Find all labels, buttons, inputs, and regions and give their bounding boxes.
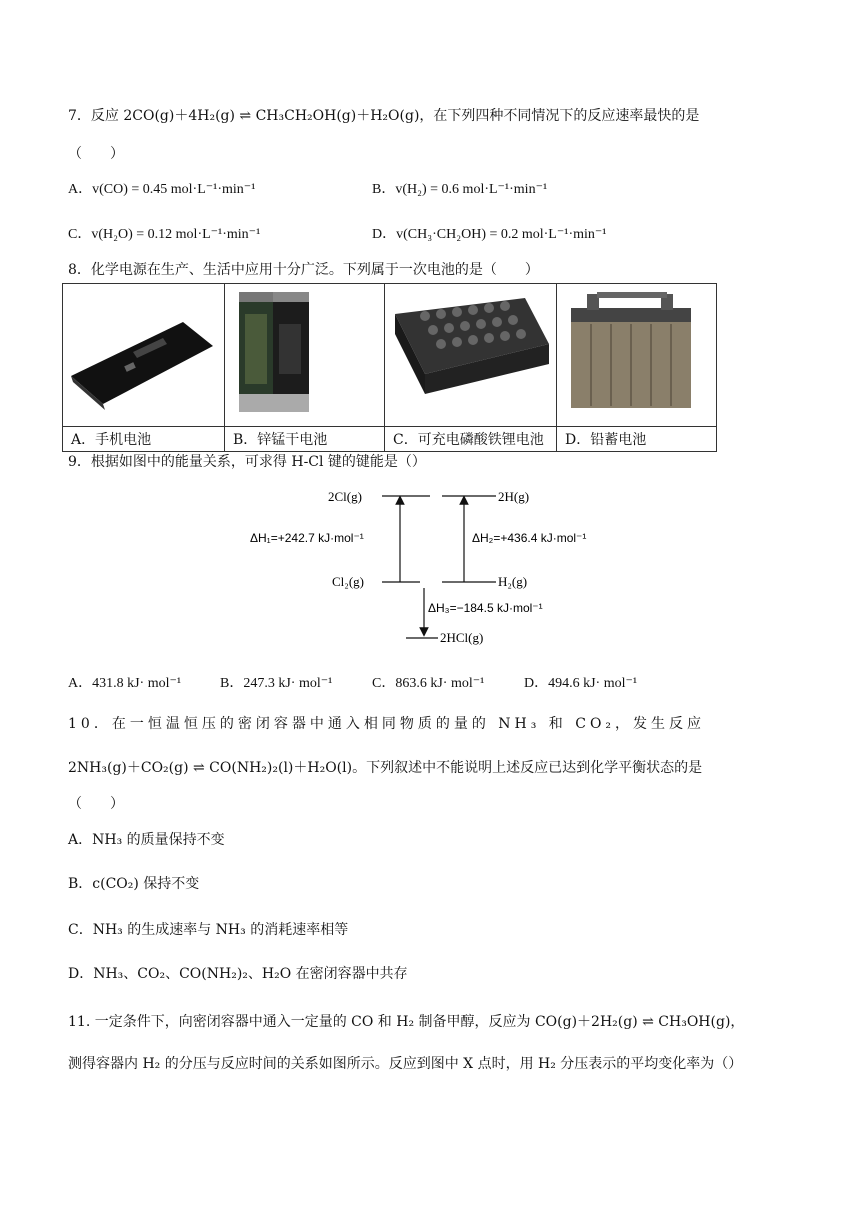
- label-dh2: ΔH₂=+436.4 kJ·mol⁻¹: [472, 531, 587, 545]
- q9-option-a[interactable]: A．431.8 kJ· mol⁻¹: [68, 676, 182, 691]
- q7-stem: 7．反应 2CO(g)＋4H₂(g) ⇌ CH₃CH₂OH(g)＋H₂O(g)，在下列四种不同情况下的反应速率最快的是: [68, 108, 700, 124]
- label-dh3: ΔH₃=−184.5 kJ·mol⁻¹: [428, 601, 543, 615]
- q7-option-a[interactable]: A．v(CO) = 0.45 mol·L⁻¹·min⁻¹: [68, 182, 256, 197]
- q10-blank: （ ）: [68, 796, 124, 812]
- label-h2: H₂(g): [498, 574, 528, 589]
- q8-option-c[interactable]: C．可充电磷酸铁锂电池: [385, 427, 557, 452]
- q7-option-b[interactable]: B．v(H₂) = 0.6 mol·L⁻¹·min⁻¹: [372, 182, 548, 197]
- label-2hcl: 2HCl(g): [440, 630, 484, 645]
- label-dh1: ΔH₁=+242.7 kJ·mol⁻¹: [250, 531, 364, 545]
- phone-battery-image: [63, 284, 225, 427]
- q11-stem-continued: 测得容器内 H₂ 的分压与反应时间的关系如图所示。反应到图中 X 点时，用 H₂ 分压表示的平均变化率为（）: [68, 1056, 743, 1072]
- q10-option-b[interactable]: B．c(CO₂) 保持不变: [68, 876, 200, 892]
- label-2h: 2H(g): [498, 489, 530, 504]
- q9-option-d[interactable]: D．494.6 kJ· mol⁻¹: [524, 676, 638, 691]
- q10-equation-stem: 2NH₃(g)＋CO₂(g) ⇌ CO(NH₂)₂(l)＋H₂O(l)。下列叙述中不能说明上述反应已达到化学平衡状态的是: [68, 760, 703, 776]
- q8-option-a[interactable]: A．手机电池: [63, 427, 225, 452]
- q9-stem: 9．根据如图中的能量关系，可求得 H-Cl 键的键能是（）: [68, 454, 426, 470]
- lead-acid-battery-image: [557, 284, 717, 427]
- q8-option-d[interactable]: D．铅蓄电池: [557, 427, 717, 452]
- q11-stem: 11. 一定条件下，向密闭容器中通入一定量的 CO 和 H₂ 制备甲醇，反应为 CO(g)＋2H₂(g) ⇌ CH₃OH(g)，: [68, 1014, 745, 1030]
- q10-option-c[interactable]: C．NH₃ 的生成速率与 NH₃ 的消耗速率相等: [68, 922, 349, 938]
- q7-option-d[interactable]: D．v(CH₃·CH₂OH) = 0.2 mol·L⁻¹·min⁻¹: [372, 227, 607, 242]
- q7-blank: （ ）: [68, 146, 124, 162]
- q7-option-c[interactable]: C．v(H₂O) = 0.12 mol·L⁻¹·min⁻¹: [68, 227, 261, 242]
- q9-option-b[interactable]: B．247.3 kJ· mol⁻¹: [220, 676, 333, 691]
- q8-option-b[interactable]: B．锌锰干电池: [225, 427, 385, 452]
- q10-option-a[interactable]: A．NH₃ 的质量保持不变: [68, 832, 225, 848]
- q9-option-c[interactable]: C．863.6 kJ· mol⁻¹: [372, 676, 485, 691]
- q8-stem: 8．化学电源在生产、生活中应用十分广泛。下列属于一次电池的是（ ）: [68, 262, 539, 278]
- label-cl2: Cl₂(g): [332, 574, 364, 589]
- lifepo4-battery-image: [385, 284, 557, 427]
- q10-stem: 10．在一恒温恒压的密闭容器中通入相同物质的量的 NH₃ 和 CO₂，发生反应: [68, 716, 706, 732]
- label-2cl: 2Cl(g): [328, 489, 362, 504]
- q10-option-d[interactable]: D．NH₃、CO₂、CO(NH₂)₂、H₂O 在密闭容器中共存: [68, 966, 408, 982]
- battery-table: [62, 283, 717, 452]
- zinc-manganese-battery-image: [225, 284, 385, 427]
- energy-level-diagram: [240, 478, 600, 648]
